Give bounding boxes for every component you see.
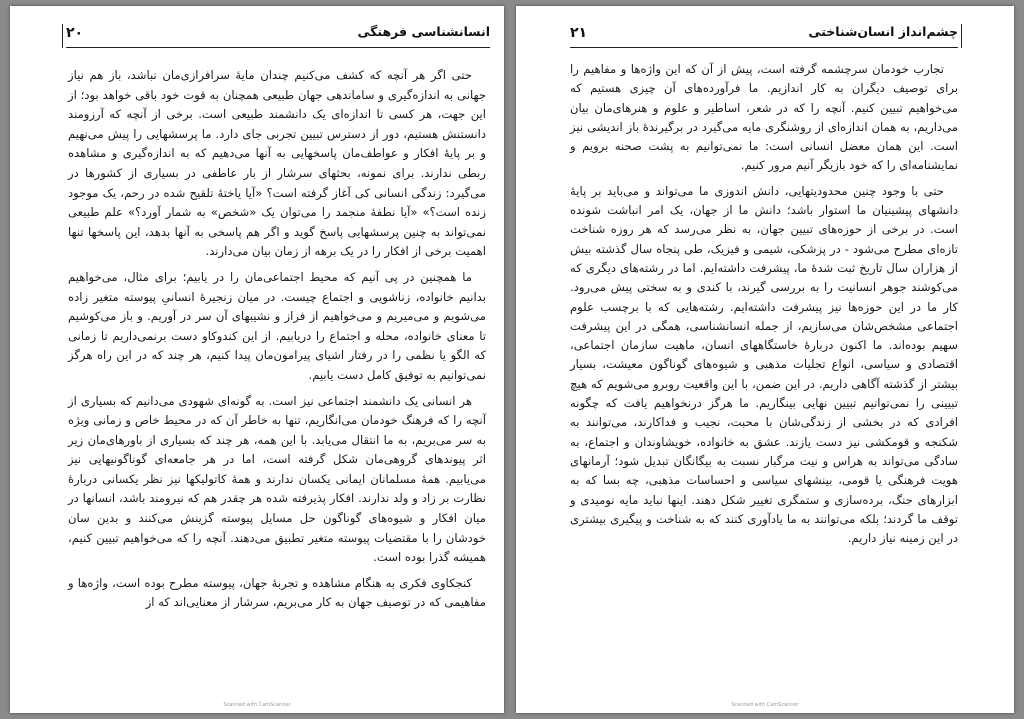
paragraph: هر انسانی یک دانشمند اجتماعی نیز است. به گونه‌ای شهودی می‌دانیم که بسیاری از آنچه را که فرهنگ خودمان می‌انگاریم، تنها به خاطر آن که در محیط خاص و زمانی ویژه به سر می‌بریم، به ما انتقال می‌یابد. با این همه، هر چند که بسیاری از باورهای‌مان زیر اثر پیوندهای گروهی‌مان شکل گرفته است، اما در هر جامعه‌ای گوناگونیهایی نیز می‌یابیم. همهٔ مسلمانان ایمانی یکسان ندارند و همهٔ کاتولیکها نیز نظر یکسانی دربارهٔ نظارت بر زاد و ولد ندارند. افکار پذیرفته شده هر چقدر هم که نیرومند باشد، انسانها در میان افکار و شیوه‌های گوناگون حل مسایل پیوسته گزینش می‌کنند و بدین سان خودشان را با مقتضیات پیوسته متغیر تطبیق می‌دهند. آنچه را که می‌خواهیم تبیین کنیم، همیشه گذرا بوده است. — [68, 393, 486, 565]
paragraph: تجارب خودمان سرچشمه گرفته است، پیش از آن که این واژه‌ها و مفاهیم را برای توصیف دیگران به کار اندازیم. ما فرآورده‌های آن چیزی هستیم که می‌خواهیم تبیین کنیم. آنچه را که در شعر، اساطیر و علوم و هنرهای‌مان بیان می‌داریم، به همان اندازه‌ای از روشنگری مایه می‌گیرد در برگیرندهٔ باز اندیشی نیز است. این همان معضل انسانی است: ما نمی‌توانیم به پشت صحنه برویم و نمایشنامه‌ای را که خود بازیگر آنیم مرور کنیم. — [570, 62, 958, 173]
page-body — [68, 66, 486, 619]
running-title: انسانشناسی فرهنگی — [357, 24, 490, 39]
running-title: چشم‌انداز انسان‌شناختی — [808, 24, 958, 39]
paragraph: ما همچنین در پی آنیم که محیط اجتماعی‌مان را در یابیم؛ برای مثال، می‌خواهیم بدانیم خانواده، زناشویی و اجتماع چیست. در میان زنجیرهٔ انسانیِ پیوسته متغیر زاده می‌شویم و می‌میریم و می‌خواهیم از فراز و نشیبهای آن سر در آوریم. و باز می‌کوشیم تا معنای خانواده، محله و اجتماع را دریابیم. از این کندوکاو دست برنمی‌داریم تا زمانی که الگو یا نظمی را در رفتار اشیای پیرامون‌مان پیدا کنیم، هر چند که در این راه هرگز نمی‌توانیم به توفیق کامل دست یابیم. — [68, 269, 486, 382]
scanner-footer: Scanned with CamScanner — [223, 702, 291, 708]
paragraph: کنجکاوی فکری به هنگام مشاهده و تجربهٔ جهان، پیوسته مطرح بوده است، واژه‌ها و مفاهیمی که در توصیف جهان به کار می‌بریم، سرشار از معنایی‌اند که از — [68, 575, 486, 610]
page-number: ۲۰ — [66, 25, 84, 41]
page-number: ۲۱ — [570, 25, 588, 41]
header-rule — [570, 47, 958, 48]
header-rule — [66, 47, 490, 48]
page-header — [66, 18, 490, 56]
paragraph: حتی اگر هر آنچه که کشف می‌کنیم چندان مایهٔ سرافرازی‌مان نباشد، باز هم نیاز جهانی به اندازه‌گیری و ساماندهی جهان طبیعی همچنان به قوت خود باقی خواهد بود؛ از این جهت، هر کسی تا اندازه‌ای یک دانشمند طبیعی است. برخی از آنچه که آرزومند دانستنش هستیم، دور از دسترس تبیین تجربی جای دارد. ما پرسشهایی را پیش می‌نهیم و بر پایهٔ افکار و عواطف‌مان پاسخهایی به آنها می‌دهیم که به اندازه‌گیری و مشاهده ربطی ندارند. برای نمونه، بحثهای سرشار از بار عاطفی در بسیاری از کشورها در می‌گیرد: زندگی انسانی کی آغاز گرفته است؟ «آیا یاختهٔ تلقیح شده در رحم، یک موجود زنده است؟» «آیا نطفهٔ منجمد را می‌توان یک «شخص» به شمار آورد؟» علم طبیعی نمی‌تواند به چنین پرسشهایی پاسخ گوید و اگر هم پاسخی به آنها بدهد، این پاسخها تنها اهمیت برخی از افکار را در یک برهه از زمان بیان می‌دارند. — [68, 68, 486, 259]
header-rule-end — [62, 24, 63, 48]
header-rule-end — [961, 24, 962, 48]
right-page — [516, 6, 1014, 713]
paragraph: حتی با وجود چنین محدودیتهایی، دانش اندوزی ما می‌تواند و می‌باید بر پایهٔ دانشهای پیشینیان ما استوار باشد؛ دانش ما از جهان، یک امر انباشت شونده است. در برخی از حوزه‌های تبیین جهان، به نظر می‌رسد که هر روزه شناخت تازه‌ای مطرح می‌شود - در پزشکی، شیمی و فیزیک، طی پنجاه سال گذشته بیش از هزاران سال تاریخ ثبت شدهٔ ما، پیشرفت داشته‌ایم. اما در رشته‌های دیگری که می‌کوشند جوهر انسانیت را به بررسی گیرند، با کندی و به سختی پیش می‌رود. کار ما در این حوزه‌ها نیز پیشرفت داشته‌ایم. رشته‌هایی که با برچسب علوم اجتماعی مشخص‌شان می‌سازیم، از جمله انسانشناسی، همگی در این پیشرفت سهیم بوده‌اند. ما اکنون دربارهٔ خاستگاههای انسان، ماهیت سازمان اجتماعی، اقتصادی و سیاسی، انواع تجلیات مذهبی و شیوه‌های گوناگون معیشت، بسیار بیشتر از گذشته آگاهی داریم. در این ضمن، با این واقعیت روبرو می‌شویم که هیچ تبیینی را نمی‌توانیم تبیین نهایی بینگاریم. ما هرگز درنخواهیم یافت که چگونه افرادی که در بخشی از زندگی‌شان با محبت، نجیب و فداکارند، می‌توانند به شکنجه و قومکشی نیز دست یازند. عشق به خانواده، خویشاوندان و اجتماع، به سادگی می‌تواند به هراس و نیت مرگبار نسبت به بیگانگان تبدیل شود؛ آرمانهای هویت فرهنگی یا قومی، بینشهای سیاسی و احساسات مذهبی، چه بسا که به ابزارهای جنگ، برده‌سازی و ستمگری تغییر شکل دهند. اینها نباید مایه نومیدی و توقف ما گردند؛ بلکه می‌توانند به ما یادآوری کنند که به شناخت و پیگیری بیشتری در این زمینه نیاز داریم. — [570, 183, 958, 546]
page-body — [570, 60, 958, 554]
left-page — [10, 6, 504, 713]
page-header — [570, 18, 958, 56]
scanner-footer: Scanned with CamScanner — [731, 702, 799, 708]
